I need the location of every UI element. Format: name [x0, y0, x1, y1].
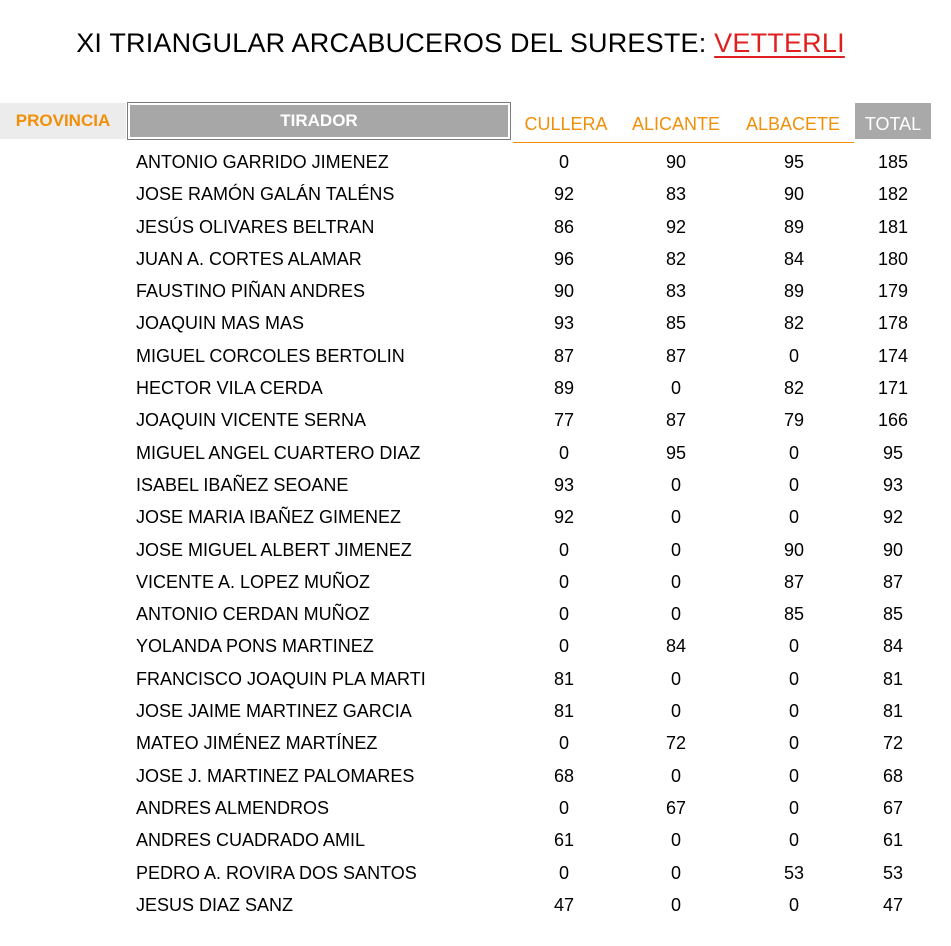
score-alicante: 85: [665, 313, 687, 334]
score-cullera: 86: [553, 216, 575, 237]
score-albacete: 0: [788, 345, 799, 366]
score-alicante: 72: [665, 733, 687, 754]
score-total: 87: [882, 571, 904, 592]
score-cullera: 0: [558, 636, 569, 657]
score-albacete: 79: [783, 410, 805, 431]
score-cullera: 87: [553, 345, 575, 366]
score-albacete: 89: [783, 216, 805, 237]
score-alicante: 0: [670, 571, 681, 592]
score-alicante: 0: [670, 765, 681, 786]
score-cullera: 90: [553, 281, 575, 302]
title-prefix: XI TRIANGULAR ARCABUCEROS DEL SURESTE:: [76, 28, 715, 58]
shooter-name: YOLANDA PONS MARTINEZ: [136, 636, 374, 657]
score-cullera: 61: [553, 830, 575, 851]
score-alicante: 90: [665, 152, 687, 172]
table-row: [0, 469, 951, 501]
header-tirador-cell: [127, 102, 511, 140]
score-cullera: 0: [558, 571, 569, 592]
table-row: [0, 146, 951, 178]
table-row: [0, 857, 951, 889]
score-total: 90: [882, 539, 904, 560]
score-albacete: 90: [783, 184, 805, 205]
score-total: 81: [882, 701, 904, 722]
header-tirador: TIRADOR: [130, 105, 508, 137]
shooter-name: ANDRES ALMENDROS: [136, 797, 330, 818]
table-row: [0, 630, 951, 662]
header-underline: [513, 142, 854, 143]
score-alicante: 92: [665, 216, 687, 237]
table-row: [0, 178, 951, 210]
score-cullera: 81: [553, 701, 575, 722]
header-provincia: PROVINCIA: [0, 103, 126, 139]
score-cullera: 92: [553, 507, 575, 528]
score-cullera: 0: [558, 442, 569, 463]
shooter-name: JOSE JAIME MARTINEZ GARCIA: [136, 701, 412, 722]
table-row: [0, 695, 951, 727]
score-total: 185: [877, 152, 909, 172]
score-cullera: 89: [553, 378, 575, 399]
score-total: 181: [877, 216, 909, 237]
shooter-name: ISABEL IBAÑEZ SEOANE: [136, 474, 349, 495]
score-total: 166: [877, 410, 909, 431]
table-row: [0, 404, 951, 436]
score-albacete: 0: [788, 507, 799, 528]
score-albacete: 85: [783, 604, 805, 625]
score-total: 95: [882, 442, 904, 463]
shooter-name: FRANCISCO JOAQUIN PLA MARTI: [136, 668, 426, 689]
score-albacete: 90: [783, 539, 805, 560]
shooter-name: ANTONIO GARRIDO JIMENEZ: [136, 152, 389, 172]
table-row: [0, 437, 951, 469]
table-row: [0, 792, 951, 824]
score-cullera: 93: [553, 474, 575, 495]
header-total: TOTAL: [855, 103, 931, 139]
score-cullera: 0: [558, 539, 569, 560]
shooter-name: JESÚS OLIVARES BELTRAN: [136, 216, 375, 237]
table-row: [0, 307, 951, 339]
score-albacete: 87: [783, 571, 805, 592]
score-total: 178: [877, 313, 909, 334]
shooter-name: MATEO JIMÉNEZ MARTÍNEZ: [136, 733, 378, 754]
page-title: [0, 28, 921, 59]
score-total: 84: [882, 636, 904, 657]
score-albacete: 82: [783, 313, 805, 334]
score-alicante: 0: [670, 701, 681, 722]
shooter-name: JUAN A. CORTES ALAMAR: [136, 248, 362, 269]
header-alicante: ALICANTE: [631, 114, 721, 134]
score-alicante: 0: [670, 668, 681, 689]
table-row: [0, 275, 951, 307]
score-total: 61: [882, 830, 904, 851]
shooter-name: HECTOR VILA CERDA: [136, 378, 323, 399]
score-cullera: 0: [558, 733, 569, 754]
table-row: [0, 566, 951, 598]
shooter-name: VICENTE A. LOPEZ MUÑOZ: [136, 571, 371, 592]
score-albacete: 0: [788, 701, 799, 722]
score-albacete: 53: [783, 862, 805, 883]
score-albacete: 84: [783, 248, 805, 269]
score-cullera: 0: [558, 862, 569, 883]
score-albacete: 0: [788, 668, 799, 689]
score-cullera: 47: [553, 894, 575, 915]
score-total: 72: [882, 733, 904, 754]
score-cullera: 0: [558, 152, 569, 172]
header-cullera: CULLERA: [524, 114, 608, 134]
table-row: [0, 824, 951, 856]
score-cullera: 0: [558, 797, 569, 818]
score-cullera: 0: [558, 604, 569, 625]
shooter-name: JOSE J. MARTINEZ PALOMARES: [136, 765, 415, 786]
score-total: 174: [877, 345, 909, 366]
shooter-name: MIGUEL CORCOLES BERTOLIN: [136, 345, 405, 366]
shooter-name: MIGUEL ANGEL CUARTERO DIAZ: [136, 442, 421, 463]
score-alicante: 83: [665, 184, 687, 205]
score-alicante: 0: [670, 378, 681, 399]
table-row: [0, 243, 951, 275]
score-alicante: 0: [670, 830, 681, 851]
shooter-name: JOSE MIGUEL ALBERT JIMENEZ: [136, 539, 412, 560]
score-albacete: 0: [788, 636, 799, 657]
table-row: [0, 760, 951, 792]
score-total: 47: [882, 894, 904, 915]
table-row: [0, 534, 951, 566]
shooter-name: JOAQUIN MAS MAS: [136, 313, 305, 334]
shooter-name: PEDRO A. ROVIRA DOS SANTOS: [136, 862, 417, 883]
score-albacete: 82: [783, 378, 805, 399]
score-total: 53: [882, 862, 904, 883]
table-row: [0, 501, 951, 533]
table-row: [0, 340, 951, 372]
table-row: [0, 372, 951, 404]
score-total: 179: [877, 281, 909, 302]
score-albacete: 95: [783, 152, 805, 172]
results-table: [0, 146, 951, 921]
shooter-name: JOAQUIN VICENTE SERNA: [136, 410, 367, 431]
score-alicante: 84: [665, 636, 687, 657]
score-alicante: 0: [670, 507, 681, 528]
score-cullera: 93: [553, 313, 575, 334]
score-albacete: 0: [788, 830, 799, 851]
shooter-name: JESUS DIAZ SANZ: [136, 894, 294, 915]
score-cullera: 96: [553, 248, 575, 269]
score-total: 68: [882, 765, 904, 786]
score-albacete: 89: [783, 281, 805, 302]
score-albacete: 0: [788, 765, 799, 786]
score-albacete: 0: [788, 474, 799, 495]
score-alicante: 95: [665, 442, 687, 463]
table-row: [0, 663, 951, 695]
score-alicante: 0: [670, 862, 681, 883]
shooter-name: JOSE RAMÓN GALÁN TALÉNS: [136, 184, 395, 205]
score-total: 180: [877, 248, 909, 269]
score-alicante: 0: [670, 539, 681, 560]
table-row: [0, 598, 951, 630]
table-row: [0, 889, 951, 921]
score-cullera: 77: [553, 410, 575, 431]
score-alicante: 87: [665, 410, 687, 431]
score-total: 93: [882, 474, 904, 495]
score-alicante: 83: [665, 281, 687, 302]
score-total: 85: [882, 604, 904, 625]
score-alicante: 82: [665, 248, 687, 269]
score-total: 182: [877, 184, 909, 205]
score-total: 67: [882, 797, 904, 818]
header-albacete: ALBACETE: [745, 114, 841, 134]
score-total: 81: [882, 668, 904, 689]
shooter-name: FAUSTINO PIÑAN ANDRES: [136, 281, 366, 302]
score-alicante: 0: [670, 894, 681, 915]
title-highlight: VETTERLI: [714, 28, 845, 58]
shooter-name: JOSE MARIA IBAÑEZ GIMENEZ: [136, 507, 402, 528]
score-cullera: 68: [553, 765, 575, 786]
score-total: 92: [882, 507, 904, 528]
score-albacete: 0: [788, 733, 799, 754]
score-alicante: 87: [665, 345, 687, 366]
score-cullera: 81: [553, 668, 575, 689]
score-albacete: 0: [788, 442, 799, 463]
shooter-name: ANTONIO CERDAN MUÑOZ: [136, 604, 370, 625]
score-albacete: 0: [788, 894, 799, 915]
table-row: [0, 211, 951, 243]
score-alicante: 0: [670, 474, 681, 495]
score-alicante: 67: [665, 797, 687, 818]
score-alicante: 0: [670, 604, 681, 625]
score-cullera: 92: [553, 184, 575, 205]
table-row: [0, 727, 951, 759]
score-total: 171: [877, 378, 909, 399]
shooter-name: ANDRES CUADRADO AMIL: [136, 830, 366, 851]
score-albacete: 0: [788, 797, 799, 818]
